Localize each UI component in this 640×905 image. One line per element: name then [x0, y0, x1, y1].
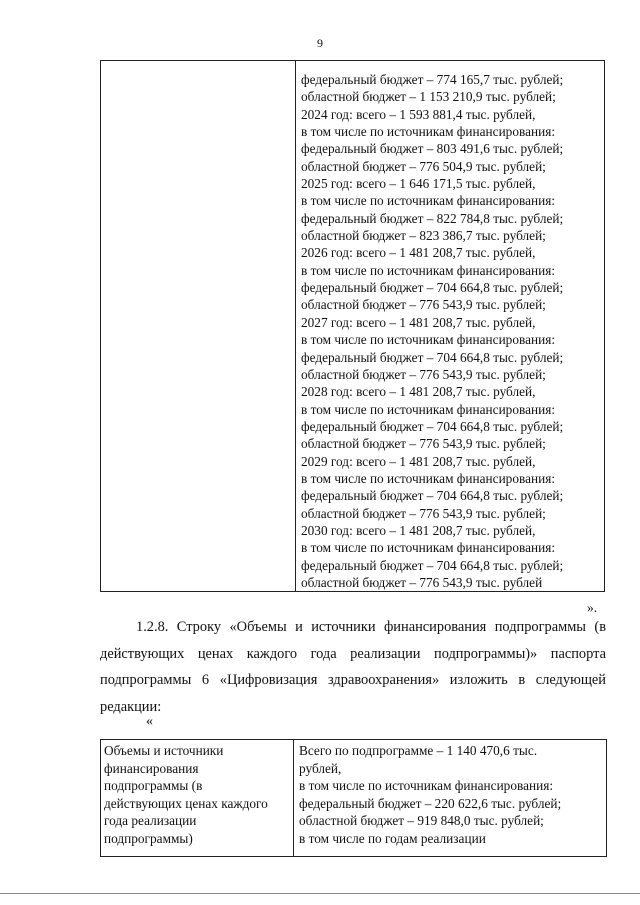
- table-text-line: федеральный бюджет – 704 664,8 тыс. рублей;: [301, 488, 564, 504]
- table-text-line: в том числе по источникам финансирования:: [301, 124, 556, 140]
- funding-table-continued: [100, 60, 605, 592]
- paragraph-line: 1.2.8. Строку «Объемы и источники финансирования подпрограммы (в: [136, 619, 606, 635]
- table-text-line: в том числе по годам реализации: [299, 830, 486, 846]
- subprogram-6-funding-table: [100, 739, 607, 857]
- page-bottom-rule: [0, 893, 640, 894]
- table-text-line: федеральный бюджет – 822 784,8 тыс. рублей;: [301, 210, 564, 226]
- table-text-line: областной бюджет – 776 543,9 тыс. рублей;: [301, 297, 546, 313]
- row-label-line: подпрограммы): [104, 830, 193, 846]
- amendment-paragraph: [100, 614, 606, 720]
- table-text-line: в том числе по источникам финансирования:: [301, 193, 556, 209]
- table-text-line: в том числе по источникам финансирования:: [301, 332, 556, 348]
- table-text-line: областной бюджет – 776 504,9 тыс. рублей;: [301, 158, 546, 174]
- closing-quote: ».: [587, 600, 598, 615]
- table-text-line: в том числе по источникам финансирования:: [301, 401, 556, 417]
- column-divider: [295, 61, 296, 591]
- row-label-line: подпрограммы (в: [104, 778, 203, 794]
- opening-quote: «: [146, 714, 153, 729]
- paragraph-line: редакции:: [100, 698, 162, 715]
- table-text-line: областной бюджет – 776 543,9 тыс. рублей;: [301, 436, 546, 452]
- row-label-line: года реализации: [104, 813, 197, 829]
- table-text-line: рублей,: [299, 760, 342, 776]
- column-divider: [293, 740, 294, 856]
- table-text-line: в том числе по источникам финансирования:: [301, 470, 556, 486]
- table-text-line: в том числе по источникам финансирования:: [301, 540, 556, 556]
- table-text-line: областной бюджет – 919 848,0 тыс. рублей;: [299, 813, 544, 829]
- table-text-line: областной бюджет – 776 543,9 тыс. рублей;: [301, 505, 546, 521]
- table-text-line: федеральный бюджет – 704 664,8 тыс. рублей;: [301, 349, 564, 365]
- table-text-line: федеральный бюджет – 774 165,7 тыс. рублей;: [301, 72, 564, 87]
- table-text-line: 2024 год: всего – 1 593 881,4 тыс. рублей,: [301, 106, 536, 122]
- table-text-line: 2026 год: всего – 1 481 208,7 тыс. рублей,: [301, 245, 536, 261]
- table-text-line: федеральный бюджет – 704 664,8 тыс. рублей;: [301, 418, 564, 434]
- table-text-line: областной бюджет – 776 543,9 тыс. рублей;: [301, 366, 546, 382]
- table-text-line: федеральный бюджет – 704 664,8 тыс. рублей;: [301, 557, 564, 573]
- table-text-line: областной бюджет – 1 153 210,9 тыс. рублей;: [301, 89, 556, 105]
- table-text-line: 2030 год: всего – 1 481 208,7 тыс. рублей,: [301, 522, 536, 538]
- table-text-line: в том числе по источникам финансирования:: [301, 262, 556, 278]
- table-right-cell: [299, 742, 602, 848]
- row-label-line: действующих ценах каждого: [104, 795, 268, 811]
- table-text-line: федеральный бюджет – 220 622,6 тыс. рублей;: [299, 795, 562, 811]
- table-right-cell: [301, 71, 600, 591]
- table-left-cell: [104, 742, 290, 848]
- table-text-line: в том числе по источникам финансирования:: [299, 778, 554, 794]
- page-number: 9: [317, 36, 323, 50]
- table-text-line: 2025 год: всего – 1 646 171,5 тыс. рублей,: [301, 176, 536, 192]
- table-text-line: 2028 год: всего – 1 481 208,7 тыс. рублей,: [301, 384, 536, 400]
- table-text-line: федеральный бюджет – 704 664,8 тыс. рублей;: [301, 280, 564, 296]
- table-text-line: федеральный бюджет – 803 491,6 тыс. рублей;: [301, 141, 564, 157]
- table-text-line: Всего по подпрограмме – 1 140 470,6 тыс.: [299, 743, 538, 758]
- table-text-line: областной бюджет – 776 543,9 тыс. рублей: [301, 574, 543, 590]
- table-text-line: 2027 год: всего – 1 481 208,7 тыс. рублей,: [301, 314, 536, 330]
- row-label-line: Объемы и источники: [104, 743, 224, 758]
- table-text-line: 2029 год: всего – 1 481 208,7 тыс. рублей,: [301, 453, 536, 469]
- paragraph-line: действующих ценах каждого года реализации подпрограммы)» паспорта: [100, 645, 606, 662]
- row-label-line: финансирования: [104, 760, 199, 776]
- table-text-line: областной бюджет – 823 386,7 тыс. рублей;: [301, 228, 546, 244]
- paragraph-line: подпрограммы 6 «Цифровизация здравоохранения» изложить в следующей: [100, 672, 606, 688]
